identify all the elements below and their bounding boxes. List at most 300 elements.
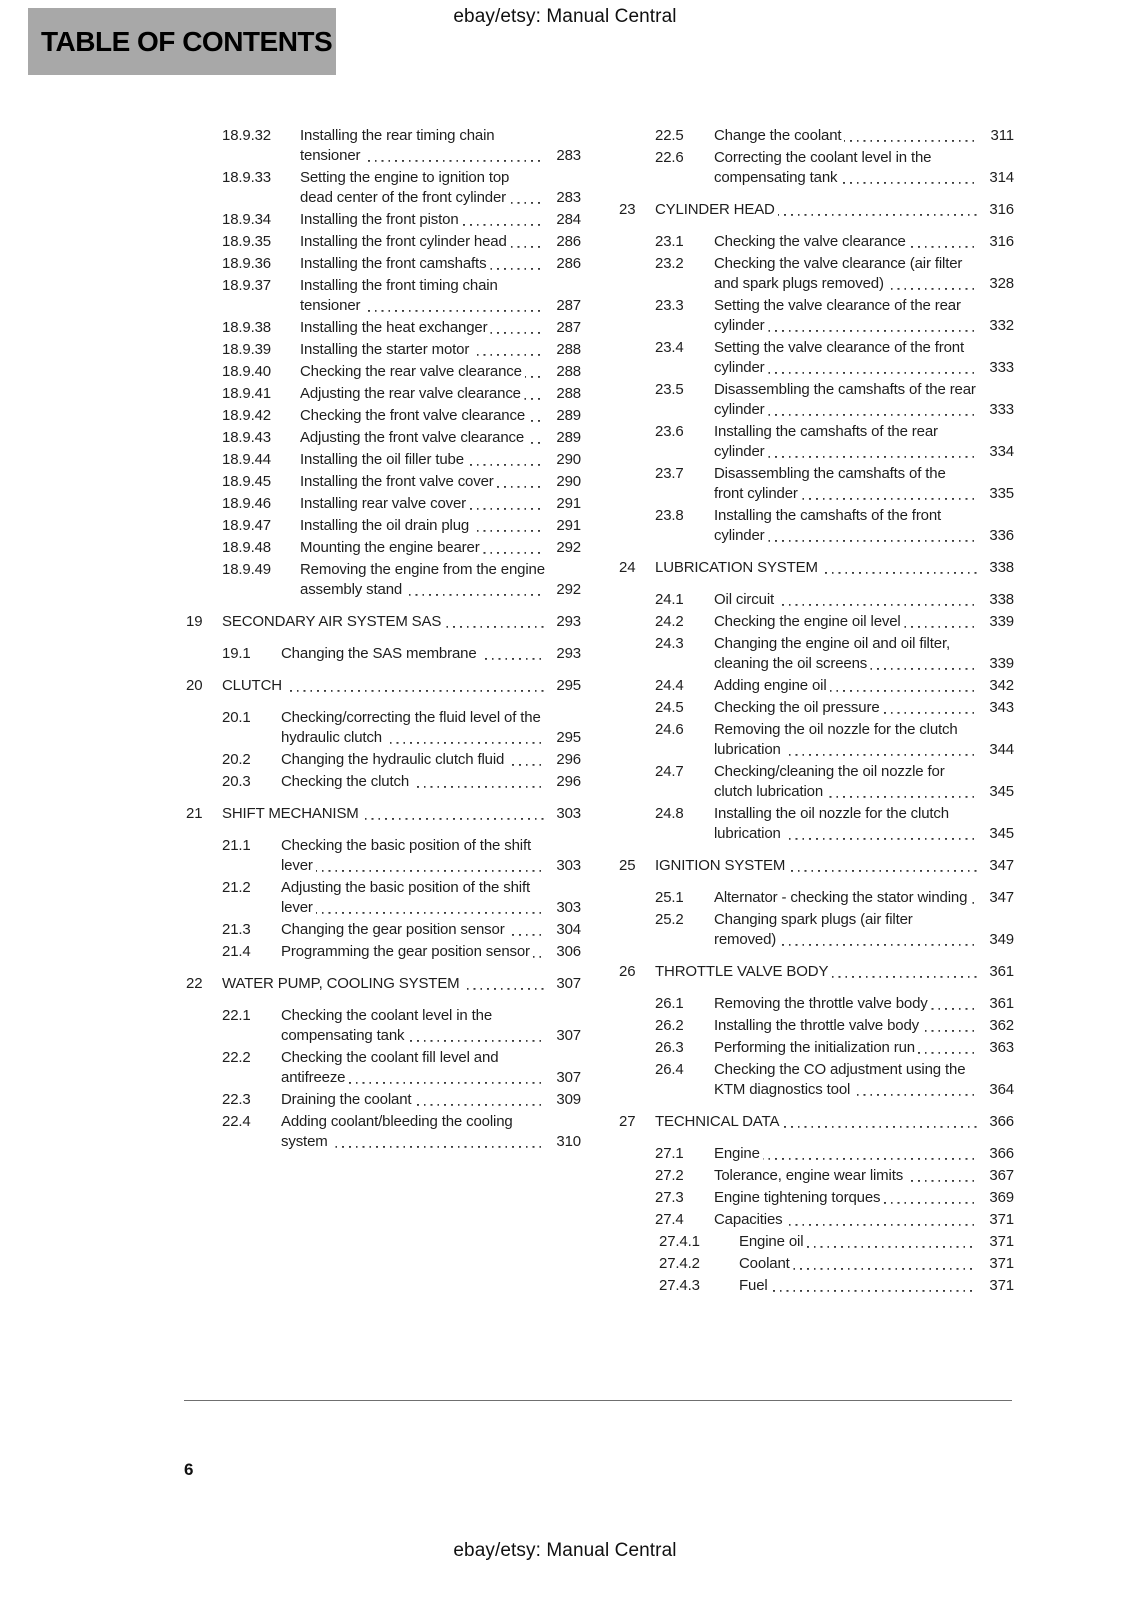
- entry-page-number: 339: [977, 654, 1014, 674]
- entry-page-number: 304: [544, 920, 581, 940]
- toc-entry-row: [186, 318, 581, 338]
- entry-title: Alternator - checking the stator winding: [714, 889, 970, 906]
- entry-body: [714, 762, 1014, 802]
- toc-chapter-row: [186, 676, 581, 696]
- section-number: 18.9.42: [222, 407, 271, 424]
- footer-divider: [184, 1400, 1012, 1401]
- section-number: 21.2: [222, 879, 251, 896]
- entry-page-number: 293: [544, 644, 581, 664]
- toc-entry-row: [619, 126, 1014, 146]
- toc-entry-row: [186, 340, 581, 360]
- toc-entry-row: [619, 804, 1014, 844]
- section-number: 23.3: [655, 297, 684, 314]
- entry-page-number: 343: [977, 698, 1014, 718]
- entry-page-number: 303: [544, 898, 581, 918]
- entry-page-number: 332: [977, 316, 1014, 336]
- entry-page-number: 303: [544, 804, 581, 824]
- toc-entry-row: [619, 1210, 1014, 1230]
- section-number: 19.1: [222, 645, 251, 662]
- entry-title: Removing the throttle valve body: [714, 995, 931, 1012]
- toc-entry-row: [186, 644, 581, 664]
- entry-page-number: 293: [544, 612, 581, 632]
- entry-body: [714, 506, 1014, 546]
- entry-body: [714, 698, 1014, 718]
- entry-title: Checking the oil pressure: [714, 699, 883, 716]
- entry-title: IGNITION SYSTEM: [655, 857, 788, 874]
- section-number: 21: [186, 805, 203, 822]
- toc-chapter-row: [619, 558, 1014, 578]
- entry-page-number: 371: [977, 1254, 1014, 1274]
- section-number: 20.3: [222, 773, 251, 790]
- entry-body: [714, 1144, 1014, 1164]
- entry-page-number: 336: [977, 526, 1014, 546]
- entry-title: Installing rear valve cover: [300, 495, 469, 512]
- entry-page-number: 291: [544, 494, 581, 514]
- entry-title: Changing the gear position sensor: [281, 921, 508, 938]
- entry-title: Checking/cleaning the oil nozzle for clutch lubrication: [714, 763, 945, 800]
- entry-page-number: 288: [544, 340, 581, 360]
- entry-title: Oil circuit: [714, 591, 777, 608]
- entry-body: [281, 772, 581, 792]
- section-number: 22: [186, 975, 203, 992]
- section-number: 18.9.32: [222, 127, 271, 144]
- entry-title: Engine tightening torques: [714, 1189, 883, 1206]
- entry-page-number: 366: [977, 1144, 1014, 1164]
- entry-title: Adjusting the front valve clearance: [300, 429, 527, 446]
- entry-body: [222, 804, 581, 824]
- section-number: 25.1: [655, 889, 684, 906]
- section-number: 23.4: [655, 339, 684, 356]
- section-number: 21.4: [222, 943, 251, 960]
- entry-body: [714, 380, 1014, 420]
- entry-title: Engine oil: [739, 1233, 806, 1250]
- entry-page-number: 286: [544, 254, 581, 274]
- entry-title: Adjusting the rear valve clearance: [300, 385, 524, 402]
- entry-body: [300, 472, 581, 492]
- toc-entry-row: [619, 1060, 1014, 1100]
- entry-body: [739, 1276, 1014, 1296]
- toc-entry-row: [186, 878, 581, 918]
- entry-body: [714, 338, 1014, 378]
- entry-page-number: 311: [977, 126, 1014, 146]
- entry-body: [300, 362, 581, 382]
- entry-body: [300, 210, 581, 230]
- entry-body: [714, 254, 1014, 294]
- entry-body: [300, 494, 581, 514]
- toc-chapter-row: [186, 804, 581, 824]
- entry-title: Checking the coolant level in the compensating tank: [281, 1007, 493, 1044]
- entry-body: [714, 590, 1014, 610]
- entry-body: [655, 856, 1014, 876]
- entry-body: [714, 296, 1014, 336]
- toc-entry-row: [619, 1188, 1014, 1208]
- section-number: 24.1: [655, 591, 684, 608]
- entry-title: Fuel: [739, 1277, 771, 1294]
- entry-page-number: 295: [544, 676, 581, 696]
- toc-chapter-row: [186, 612, 581, 632]
- entry-title: Changing spark plugs (air filter removed): [714, 911, 913, 948]
- entry-title: Installing the front timing chain tensioner: [300, 277, 498, 314]
- entry-title: Changing the SAS membrane: [281, 645, 480, 662]
- section-number: 26.1: [655, 995, 684, 1012]
- entry-page-number: 287: [544, 296, 581, 316]
- entry-title: WATER PUMP, COOLING SYSTEM: [222, 975, 463, 992]
- entry-body: [300, 318, 581, 338]
- entry-title: Installing the oil nozzle for the clutch lubrication: [714, 805, 949, 842]
- section-number: 21.3: [222, 921, 251, 938]
- entry-page-number: 364: [977, 1080, 1014, 1100]
- section-number: 24: [619, 559, 636, 576]
- toc-entry-row: [186, 1006, 581, 1046]
- section-number: 23: [619, 201, 636, 218]
- entry-body: [300, 406, 581, 426]
- toc-entry-row: [186, 472, 581, 492]
- entry-body: [300, 450, 581, 470]
- toc-entry-row: [186, 538, 581, 558]
- toc-column-right: [619, 126, 1014, 1298]
- toc-entry-row: [186, 750, 581, 770]
- entry-title: Checking the engine oil level: [714, 613, 904, 630]
- entry-body: [714, 126, 1014, 146]
- entry-body: [300, 384, 581, 404]
- entry-title: Tolerance, engine wear limits: [714, 1167, 906, 1184]
- entry-title: Installing the camshafts of the front cylinder: [714, 507, 942, 544]
- section-number: 27.3: [655, 1189, 684, 1206]
- entry-page-number: 292: [544, 538, 581, 558]
- toc-entry-row: [619, 698, 1014, 718]
- toc-entry-row: [186, 920, 581, 940]
- entry-page-number: 347: [977, 856, 1014, 876]
- toc-entry-row: [619, 422, 1014, 462]
- entry-title: Disassembling the camshafts of the rear cylinder: [714, 381, 976, 418]
- entry-body: [714, 910, 1014, 950]
- toc-entry-row: [619, 994, 1014, 1014]
- section-number: 20.1: [222, 709, 251, 726]
- section-number: 26: [619, 963, 636, 980]
- section-number: 27.4: [655, 1211, 684, 1228]
- toc-entry-row: [619, 720, 1014, 760]
- toc-entry-row: [619, 676, 1014, 696]
- entry-body: [655, 962, 1014, 982]
- entry-page-number: 338: [977, 558, 1014, 578]
- section-number: 26.3: [655, 1039, 684, 1056]
- entry-page-number: 367: [977, 1166, 1014, 1186]
- entry-page-number: 284: [544, 210, 581, 230]
- entry-title: Programming the gear position sensor: [281, 943, 533, 960]
- toc-entry-row: [619, 506, 1014, 546]
- toc-columns: [186, 126, 1014, 1298]
- entry-page-number: 345: [977, 824, 1014, 844]
- entry-title: Changing the engine oil and oil filter, cleaning the oil screens: [714, 635, 950, 672]
- section-number: 21.1: [222, 837, 251, 854]
- entry-body: [714, 634, 1014, 674]
- toc-entry-row: [186, 210, 581, 230]
- section-number: 23.5: [655, 381, 684, 398]
- entry-title: Installing the camshafts of the rear cylinder: [714, 423, 938, 460]
- section-number: 27: [619, 1113, 636, 1130]
- section-number: 19: [186, 613, 203, 630]
- section-number: 18.9.41: [222, 385, 271, 402]
- entry-body: [300, 340, 581, 360]
- toc-entry-row: [186, 1112, 581, 1152]
- toc-entry-row: [619, 296, 1014, 336]
- entry-page-number: 307: [544, 1068, 581, 1088]
- toc-entry-row: [619, 1254, 1014, 1274]
- entry-page-number: 335: [977, 484, 1014, 504]
- toc-entry-row: [619, 338, 1014, 378]
- entry-page-number: 291: [544, 516, 581, 536]
- entry-title: Checking the valve clearance (air filter and spark plugs removed): [714, 255, 963, 292]
- entry-title: Checking the coolant fill level and antifreeze: [281, 1049, 499, 1086]
- entry-body: [714, 1188, 1014, 1208]
- entry-page-number: 347: [977, 888, 1014, 908]
- entry-title: Capacities: [714, 1211, 786, 1228]
- entry-title: Setting the valve clearance of the front cylinder: [714, 339, 964, 376]
- entry-page-number: 306: [544, 942, 581, 962]
- entry-page-number: 333: [977, 400, 1014, 420]
- entry-title: Removing the oil nozzle for the clutch lubrication: [714, 721, 958, 758]
- entry-body: [300, 232, 581, 252]
- watermark-top: ebay/etsy: Manual Central: [453, 6, 677, 27]
- entry-body: [714, 804, 1014, 844]
- entry-title: Installing the front camshafts: [300, 255, 489, 272]
- section-number: 18.9.38: [222, 319, 271, 336]
- section-number: 18.9.46: [222, 495, 271, 512]
- section-number: 26.2: [655, 1017, 684, 1034]
- entry-title: Correcting the coolant level in the compensating tank: [714, 149, 932, 186]
- entry-title: Installing the oil filler tube: [300, 451, 467, 468]
- entry-page-number: 338: [977, 590, 1014, 610]
- toc-entry-row: [186, 1090, 581, 1110]
- entry-title: THROTTLE VALVE BODY: [655, 963, 831, 980]
- entry-title: Changing the hydraulic clutch fluid: [281, 751, 507, 768]
- entry-title: Removing the engine from the engine assembly stand: [300, 561, 545, 598]
- entry-title: Draining the coolant: [281, 1091, 414, 1108]
- section-number: 27.4.3: [659, 1277, 700, 1294]
- section-number: 24.3: [655, 635, 684, 652]
- entry-title: Adding engine oil: [714, 677, 830, 694]
- toc-entry-row: [186, 232, 581, 252]
- toc-entry-row: [619, 1038, 1014, 1058]
- entry-title: Change the coolant: [714, 127, 844, 144]
- section-number: 18.9.35: [222, 233, 271, 250]
- page-title: TABLE OF CONTENTS: [41, 25, 333, 57]
- entry-page-number: 295: [544, 728, 581, 748]
- section-number: 18.9.39: [222, 341, 271, 358]
- toc-entry-row: [619, 612, 1014, 632]
- section-number: 23.7: [655, 465, 684, 482]
- section-number: 18.9.47: [222, 517, 271, 534]
- entry-title: Coolant: [739, 1255, 793, 1272]
- toc-entry-row: [186, 772, 581, 792]
- entry-page-number: 283: [544, 188, 581, 208]
- entry-title: Checking the rear valve clearance: [300, 363, 525, 380]
- section-number: 22.2: [222, 1049, 251, 1066]
- toc-entry-row: [186, 560, 581, 600]
- toc-header-box: [28, 8, 336, 75]
- entry-page-number: 371: [977, 1276, 1014, 1296]
- entry-title: Checking the front valve clearance: [300, 407, 528, 424]
- section-number: 23.6: [655, 423, 684, 440]
- entry-title: Installing the front piston: [300, 211, 462, 228]
- entry-page-number: 296: [544, 772, 581, 792]
- entry-page-number: 296: [544, 750, 581, 770]
- entry-title: Setting the engine to ignition top dead center of the front cylinder: [300, 169, 510, 206]
- entry-body: [281, 836, 581, 876]
- entry-body: [714, 148, 1014, 188]
- entry-body: [739, 1254, 1014, 1274]
- entry-body: [714, 422, 1014, 462]
- entry-page-number: 316: [977, 200, 1014, 220]
- entry-page-number: 333: [977, 358, 1014, 378]
- toc-entry-row: [619, 762, 1014, 802]
- toc-chapter-row: [619, 1112, 1014, 1132]
- section-number: 27.2: [655, 1167, 684, 1184]
- entry-body: [655, 558, 1014, 578]
- entry-body: [739, 1232, 1014, 1252]
- entry-body: [222, 612, 581, 632]
- toc-entry-row: [186, 494, 581, 514]
- entry-body: [714, 1038, 1014, 1058]
- entry-body: [714, 720, 1014, 760]
- entry-page-number: 289: [544, 406, 581, 426]
- entry-page-number: 309: [544, 1090, 581, 1110]
- section-number: 23.8: [655, 507, 684, 524]
- entry-page-number: 307: [544, 1026, 581, 1046]
- section-number: 18.9.43: [222, 429, 271, 446]
- section-number: 22.1: [222, 1007, 251, 1024]
- watermark-bottom: ebay/etsy: Manual Central: [453, 1540, 677, 1561]
- section-number: 23.2: [655, 255, 684, 272]
- section-number: 24.4: [655, 677, 684, 694]
- entry-body: [300, 560, 581, 600]
- section-number: 22.3: [222, 1091, 251, 1108]
- toc-entry-row: [619, 1016, 1014, 1036]
- entry-page-number: 288: [544, 384, 581, 404]
- entry-body: [281, 708, 581, 748]
- entry-page-number: 286: [544, 232, 581, 252]
- section-number: 18.9.49: [222, 561, 271, 578]
- entry-body: [655, 200, 1014, 220]
- entry-page-number: 287: [544, 318, 581, 338]
- entry-body: [714, 464, 1014, 504]
- entry-body: [714, 612, 1014, 632]
- entry-body: [281, 1090, 581, 1110]
- toc-entry-row: [619, 590, 1014, 610]
- entry-body: [281, 644, 581, 664]
- entry-body: [714, 994, 1014, 1014]
- section-number: 18.9.44: [222, 451, 271, 468]
- toc-entry-row: [186, 126, 581, 166]
- entry-body: [222, 676, 581, 696]
- entry-body: [281, 750, 581, 770]
- toc-entry-row: [619, 888, 1014, 908]
- entry-page-number: 371: [977, 1210, 1014, 1230]
- entry-body: [714, 1060, 1014, 1100]
- toc-entry-row: [619, 380, 1014, 420]
- entry-body: [281, 878, 581, 918]
- entry-title: Checking the CO adjustment using the KTM diagnostics tool: [714, 1061, 966, 1098]
- toc-chapter-row: [619, 200, 1014, 220]
- section-number: 18.9.33: [222, 169, 271, 186]
- section-number: 27.4.2: [659, 1255, 700, 1272]
- toc-entry-row: [186, 708, 581, 748]
- toc-chapter-row: [619, 962, 1014, 982]
- entry-page-number: 349: [977, 930, 1014, 950]
- toc-entry-row: [186, 1048, 581, 1088]
- entry-body: [281, 1006, 581, 1046]
- entry-body: [300, 126, 581, 166]
- section-number: 27.4.1: [659, 1233, 700, 1250]
- section-number: 24.8: [655, 805, 684, 822]
- toc-entry-row: [186, 516, 581, 536]
- entry-body: [714, 232, 1014, 252]
- entry-page-number: 328: [977, 274, 1014, 294]
- entry-page-number: 303: [544, 856, 581, 876]
- page-number: 6: [184, 1460, 194, 1479]
- entry-page-number: 362: [977, 1016, 1014, 1036]
- entry-body: [222, 974, 581, 994]
- entry-page-number: 314: [977, 168, 1014, 188]
- section-number: 18.9.34: [222, 211, 271, 228]
- entry-title: Installing the front cylinder head: [300, 233, 510, 250]
- entry-title: Installing the heat exchanger: [300, 319, 490, 336]
- entry-body: [714, 1210, 1014, 1230]
- toc-entry-row: [619, 1144, 1014, 1164]
- toc-entry-row: [186, 384, 581, 404]
- section-number: 24.2: [655, 613, 684, 630]
- entry-title: Adjusting the basic position of the shift lever: [281, 879, 531, 916]
- entry-page-number: 361: [977, 994, 1014, 1014]
- entry-body: [714, 1166, 1014, 1186]
- toc-entry-row: [619, 254, 1014, 294]
- section-number: 26.4: [655, 1061, 684, 1078]
- entry-title: Checking the basic position of the shift lever: [281, 837, 531, 874]
- entry-page-number: 339: [977, 612, 1014, 632]
- entry-body: [300, 168, 581, 208]
- entry-title: Installing the oil drain plug: [300, 517, 472, 534]
- entry-body: [300, 276, 581, 316]
- toc-entry-row: [186, 942, 581, 962]
- toc-entry-row: [186, 836, 581, 876]
- entry-title: Installing the starter motor: [300, 341, 472, 358]
- entry-page-number: 366: [977, 1112, 1014, 1132]
- section-number: 18.9.40: [222, 363, 271, 380]
- entry-title: Checking/correcting the fluid level of the hydraulic clutch: [281, 709, 541, 746]
- toc-entry-row: [186, 276, 581, 316]
- entry-page-number: 310: [544, 1132, 581, 1152]
- entry-body: [714, 888, 1014, 908]
- entry-title: Installing the front valve cover: [300, 473, 497, 490]
- entry-body: [281, 942, 581, 962]
- toc-column-left: [186, 126, 581, 1298]
- toc-entry-row: [619, 148, 1014, 188]
- entry-page-number: 342: [977, 676, 1014, 696]
- entry-title: SHIFT MECHANISM: [222, 805, 362, 822]
- toc-chapter-row: [619, 856, 1014, 876]
- entry-body: [281, 1112, 581, 1152]
- entry-body: [281, 920, 581, 940]
- section-number: 24.6: [655, 721, 684, 738]
- entry-title: CYLINDER HEAD: [655, 201, 778, 218]
- section-number: 22.5: [655, 127, 684, 144]
- section-number: 24.7: [655, 763, 684, 780]
- entry-body: [300, 254, 581, 274]
- entry-body: [655, 1112, 1014, 1132]
- section-number: 20: [186, 677, 203, 694]
- toc-entry-row: [186, 168, 581, 208]
- entry-page-number: 345: [977, 782, 1014, 802]
